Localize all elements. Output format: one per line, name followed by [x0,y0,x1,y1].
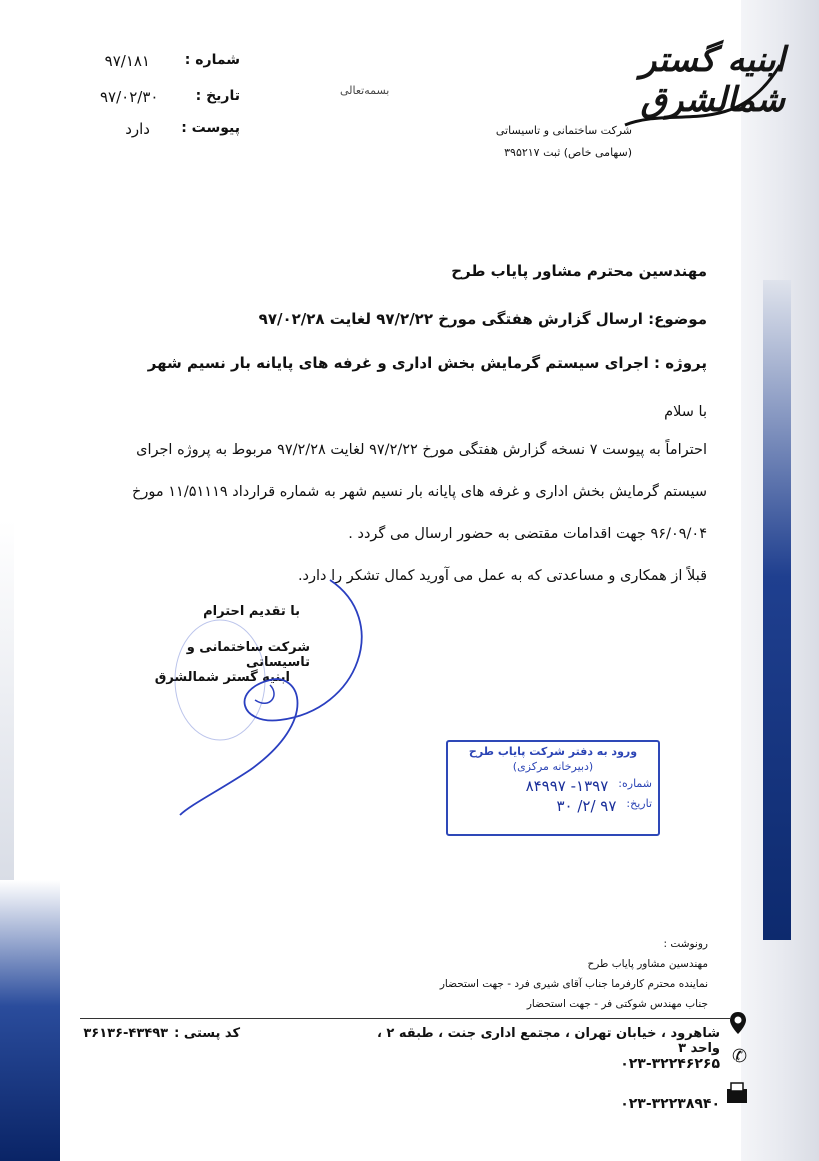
letter-number-row [100,52,240,70]
postal-label: کد پستی : [174,1026,240,1041]
cc-item: جناب مهندس شوکتی فر - جهت استحضار [526,998,708,1010]
subject: موضوع: ارسال گزارش هفتگی مورخ ۹۷/۲/۲۲ لغایت ۹۷/۰۲/۲۸ [258,310,707,328]
letter-attachment-label: پیوست : [181,120,240,136]
footer-divider [80,1018,730,1020]
footer-phone: ۰۲۳-۳۲۲۴۶۲۶۵ [620,1056,720,1072]
body-line-2: سیستم گرمایش بخش اداری و غرفه های پایانه بار نسیم شهر به شماره قرارداد ۱۱/۵۱۱۱۹ مورخ [132,484,707,500]
signature-company-name: ابنیه گستر شمالشرق [154,670,290,685]
basmala: بسمه‌تعالی [340,84,390,97]
letter-attachment-value: دارد [125,120,150,138]
letter-date-value: ۹۷/۰۲/۳۰ [100,88,159,106]
company-registration: (سهامی خاص) ثبت ۳۹۵۲۱۷ [504,146,632,159]
signature-regards: با تقدیم احترام [203,604,300,619]
cc-block [400,934,708,1014]
stamp-date-label: تاریخ: [626,797,652,810]
footer-address: شاهرود ، خیابان تهران ، مجتمع اداری جنت ، طبقه ۲ ، واحد ۳ [376,1026,720,1056]
stamp-date-value: ۹۷ /۲/ ۳۰ [556,797,617,815]
right-decorative-band [741,0,819,1161]
signature-company-type: شرکت ساختمانی و تاسیساتی [186,640,310,670]
cc-title: رونوشت : [663,938,708,950]
footer-postal [80,1026,240,1041]
received-stamp [446,740,660,836]
letter-number-label: شماره : [184,52,240,68]
company-type: شرکت ساختمانی و تاسیساتی [495,124,632,137]
letter-number-value: ۹۷/۱۸۱ [104,52,150,70]
postal-code: ۳۶۱۳۶-۴۳۴۹۳ [83,1026,169,1041]
project-title: پروژه : اجرای سیستم گرمایش بخش اداری و غرفه های پایانه بار نسیم شهر [147,354,707,372]
phone-icon: ✆ [732,1046,748,1067]
company-logo: ابنیه گستر شمالشرق [639,40,785,120]
company-logo-flourish [615,45,785,135]
left-decorative-band [0,880,60,1161]
greeting: با سلام [664,404,707,420]
thanks-line: قبلاً از همکاری و مساعدتی که به عمل می آورید کمال تشکر را دارد. [297,568,707,584]
cc-item: مهندسین مشاور پایاب طرح [587,958,708,970]
fax-icon [724,1080,750,1106]
stamp-subtitle: (دبیرخانه مرکزی) [512,760,594,773]
handwritten-signature [130,560,370,820]
letter-date-row [100,88,240,106]
body-line-3: ۹۶/۰۹/۰۴ جهت اقدامات مقتضی به حضور ارسال می گردد . [348,526,707,542]
left-decorative-band-light [0,520,14,880]
body-line-1: احتراماً به پیوست ۷ نسخه گزارش هفتگی مورخ ۹۷/۲/۲۲ لغایت ۹۷/۲/۲۸ مربوط به پروژه اجرای [136,442,707,458]
location-pin-icon [728,1010,748,1036]
stamp-number-label: شماره: [618,777,652,790]
stamp-number-value: ۱۳۹۷- ۸۴۹۹۷ [525,777,609,795]
letter-date-label: تاریخ : [195,88,240,104]
cc-item: نماینده محترم کارفرما جناب آقای شیری فرد - جهت استحضار [439,978,708,990]
footer-fax: ۰۲۳-۳۲۲۳۸۹۴۰ [620,1096,720,1112]
letter-attachment-row [100,120,240,138]
recipient: مهندسین محترم مشاور پایاب طرح [451,262,707,280]
stamp-title: ورود به دفتر شرکت پایاب طرح [468,745,638,758]
